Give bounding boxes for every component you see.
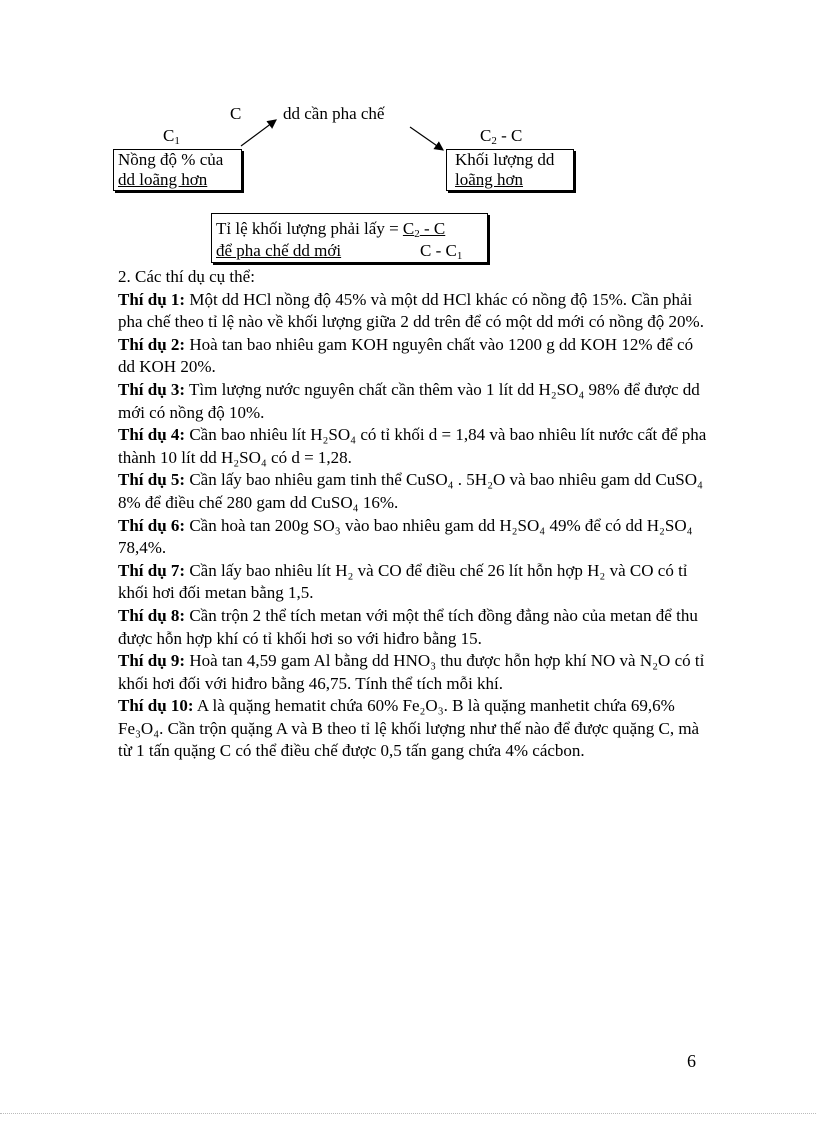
- page-footer-divider: [0, 1113, 816, 1114]
- arrow-down-right: [410, 127, 443, 150]
- arrow-up-right: [241, 120, 276, 146]
- examples-section: [118, 266, 708, 763]
- page-number: 6: [687, 1051, 696, 1071]
- ratio-line-2: để pha chế dd mới: [216, 241, 342, 260]
- example-7: Thí dụ 7: Cần lấy bao nhiêu lít H₂ và CO để điều chế 26 lít hỗn hợp H₂ và CO có tỉ khối hơi đối metan bằng 1,5.: [118, 560, 688, 603]
- left-box-line-1: Nồng độ % của: [118, 150, 224, 169]
- example-2: Thí dụ 2: Hoà tan bao nhiêu gam KOH nguyên chất vào 1200 g dd KOH 12% để có dd KOH 20%.: [118, 334, 694, 377]
- c1-label: $C_1$: [163, 126, 180, 147]
- left-box-line-2: dd loãng hơn: [118, 170, 208, 189]
- right-box-line-2: loãng hơn: [455, 170, 524, 189]
- center-label: dd cần pha chế: [283, 104, 385, 123]
- ratio-formula-box: [211, 213, 488, 263]
- right-mass-box: [446, 149, 574, 191]
- example-5: Thí dụ 5: Cần lấy bao nhiêu gam tinh thể CuSO₄ . 5H₂O và bao nhiêu gam dd CuSO₄ 8% để điều chế 280 gam dd CuSO₄ 16%.: [118, 470, 703, 512]
- example-8: Thí dụ 8: Cần trộn 2 thể tích metan với một thể tích đồng đẳng nào của metan để thu được hỗn hợp khí có tỉ khối hơi so với hiđro bằng 15.: [118, 605, 698, 648]
- right-box-line-1: Khối lượng dd: [455, 150, 555, 169]
- example-4: Thí dụ 4: Cần bao nhiêu lít H₂SO₄ có tỉ khối d = 1,84 và bao nhiêu lít nước cất để pha thành 10 lít dd H₂SO₄ có d = 1,28.: [118, 425, 707, 467]
- example-9: Thí dụ 9: Hoà tan 4,59 gam Al bằng dd HNO₃ thu được hỗn hợp khí NO và N₂O có tỉ khối hơi đối với hiđro bằng 46,75. Tính thể tích mỗi khí.: [118, 651, 705, 693]
- section-title: 2. Các thí dụ cụ thể:: [118, 267, 255, 286]
- left-concentration-box: [113, 149, 242, 191]
- c2-minus-c-label: $C_2$ - C: [480, 126, 523, 147]
- example-6: Thí dụ 6: Cần hoà tan 200g SO₃ vào bao nhiêu gam dd H₂SO₄ 49% để có dd H₂SO₄ 78,4%.: [118, 515, 693, 558]
- example-3: Thí dụ 3: Tìm lượng nước nguyên chất cần thêm vào 1 lít dd H₂SO₄ 98% để được dd mới có nồng độ 10%.: [118, 379, 700, 422]
- example-10: Thí dụ 10: A là quặng hematit chứa 60% Fe₂O₃. B là quặng manhetit chứa 69,6% Fe₃O₄. Cần trộn quặng A và B theo tỉ lệ khối lượng như thế nào để được quặng C, mà từ 1 tấn quặng C có thể điều chế được 0,5 tấn gang chứa 4% cácbon.: [118, 696, 700, 761]
- ratio-line-1: Tỉ lệ khối lượng phải lấy = $C_2$ - C: [216, 219, 446, 240]
- example-1: Thí dụ 1: Một dd HCl nồng độ 45% và một dd HCl khác có nồng độ 15%. Cần phải pha chế theo tỉ lệ nào về khối lượng giữa 2 dd trên để có một dd mới có nồng độ 20%.: [118, 289, 704, 332]
- ratio-denominator: C - $C_1$: [420, 241, 463, 262]
- top-c-label: C: [230, 104, 242, 123]
